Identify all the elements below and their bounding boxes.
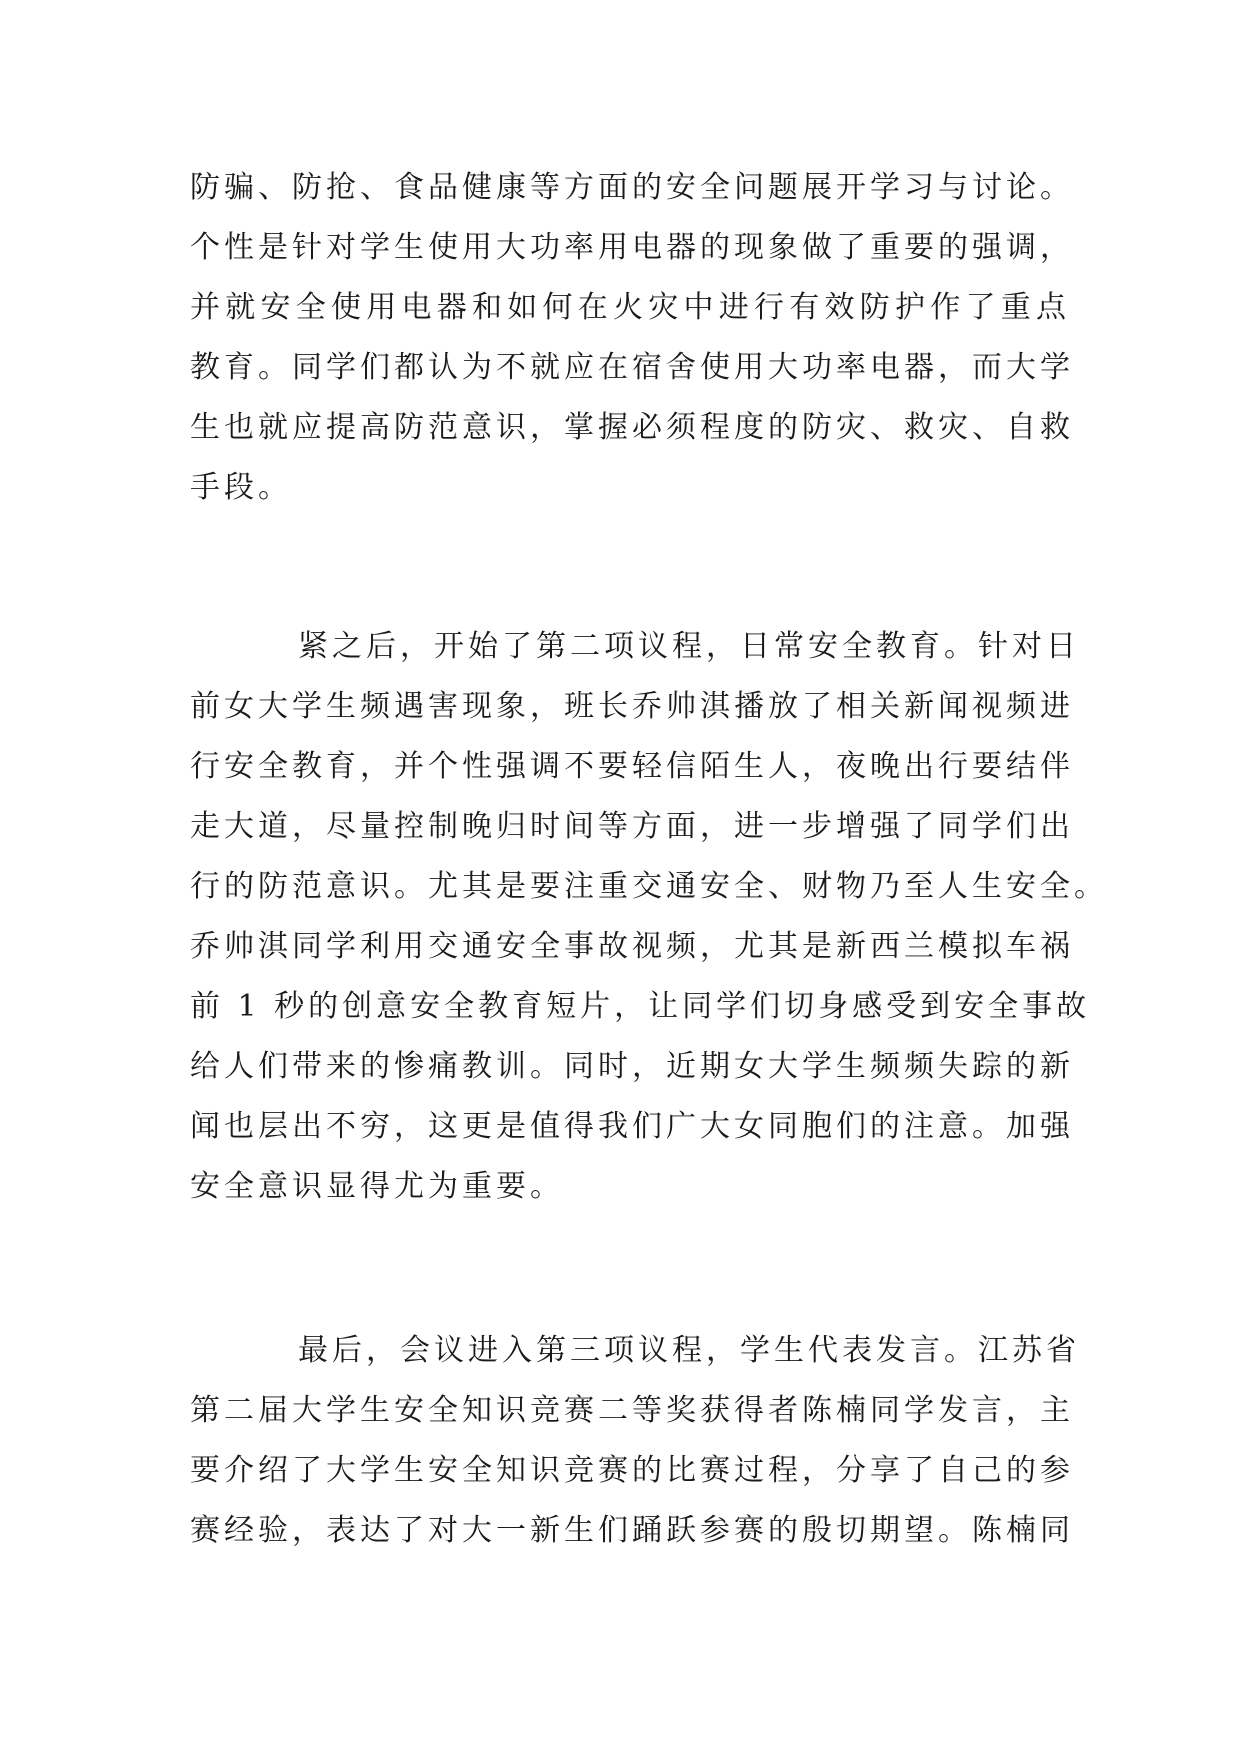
- text-line: 最后，会议进入第三项议程，学生代表发言。江苏省: [298, 1333, 1080, 1368]
- text-line: 防骗、防抢、食品健康等方面的安全问题展开学习与讨论。: [190, 170, 1074, 205]
- text-line: 第二届大学生安全知识竞赛二等奖获得者陈楠同学发言，主: [190, 1393, 1074, 1428]
- text-line: 赛经验，表达了对大一新生们踊跃参赛的殷切期望。陈楠同: [190, 1513, 1074, 1548]
- text-line: 手段。: [190, 470, 292, 505]
- text-line: 安全意识显得尤为重要。: [190, 1169, 564, 1204]
- text-line: 行的防范意识。尤其是要注重交通安全、财物乃至人生安全。: [190, 869, 1108, 904]
- paragraph-2: [190, 617, 1108, 1217]
- text-line: 并就安全使用电器和如何在火灾中进行有效防护作了重点: [190, 290, 1070, 325]
- text-line: 生也就应提高防范意识，掌握必须程度的防灾、救灾、自救: [190, 410, 1074, 445]
- text-line: 个性是针对学生使用大功率用电器的现象做了重要的强调，: [190, 230, 1074, 265]
- text-line: 乔帅淇同学利用交通安全事故视频，尤其是新西兰模拟车祸: [190, 929, 1074, 964]
- text-line: 行安全教育，并个性强调不要轻信陌生人，夜晚出行要结伴: [190, 749, 1074, 784]
- text-line: 闻也层出不穷，这更是值得我们广大女同胞们的注意。加强: [190, 1109, 1074, 1144]
- text-line: 前 1 秒的创意安全教育短片，让同学们切身感受到安全事故: [190, 989, 1091, 1024]
- text-line: 紧之后，开始了第二项议程，日常安全教育。针对日: [298, 629, 1080, 664]
- text-line: 给人们带来的惨痛教训。同时，近期女大学生频频失踪的新: [190, 1049, 1074, 1084]
- paragraph-1: [190, 158, 1074, 518]
- paragraph-3: [190, 1321, 1080, 1561]
- text-line: 教育。同学们都认为不就应在宿舍使用大功率电器，而大学: [190, 350, 1074, 385]
- text-line: 要介绍了大学生安全知识竞赛的比赛过程，分享了自己的参: [190, 1453, 1074, 1488]
- text-line: 走大道，尽量控制晚归时间等方面，进一步增强了同学们出: [190, 809, 1074, 844]
- text-line: 前女大学生频遇害现象，班长乔帅淇播放了相关新闻视频进: [190, 689, 1074, 724]
